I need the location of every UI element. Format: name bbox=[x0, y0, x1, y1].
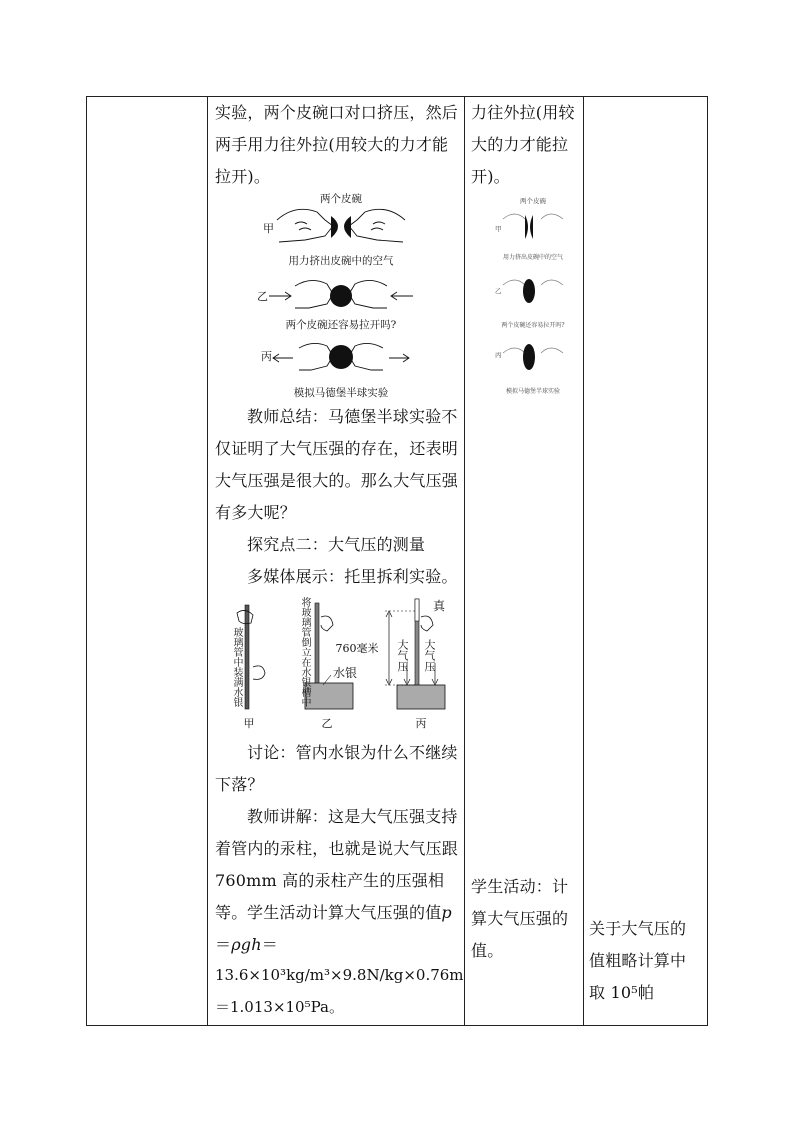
small-fig-jia: 甲 bbox=[495, 225, 502, 233]
yi-vertical-label: 将玻璃管倒立在水银槽中 bbox=[299, 597, 310, 707]
hand-yi bbox=[321, 616, 333, 631]
hemisphere-pair-pressed bbox=[330, 285, 352, 307]
height-label: 760毫米 bbox=[335, 642, 379, 655]
torricelli-label-bing: 丙 bbox=[415, 717, 427, 730]
formula-line-1: 13.6×10³kg/m³×9.8N/kg×0.76m bbox=[215, 966, 464, 984]
paragraph-student-calc: 学生活动计算大气压强的值p＝ρgh＝ bbox=[215, 903, 452, 954]
paragraph-experiment: 实验，两个皮碗口对口挤压，然后两手用力往外拉(用较大的力才能拉开)。 bbox=[215, 103, 459, 186]
notes-paragraph: 关于大气压的值粗略计算中取 10⁵帕 bbox=[589, 919, 687, 1002]
tube-jia bbox=[245, 605, 249, 709]
mercury-trough-yi bbox=[305, 683, 353, 709]
fig1-caption-2: 两个皮碗还容易拉开吗? bbox=[285, 319, 397, 331]
lesson-table bbox=[86, 96, 708, 1026]
fig1-caption-1: 用力挤出皮碗中的空气 bbox=[288, 255, 394, 267]
notes-column bbox=[584, 97, 709, 1025]
small-fig-cap1: 用力挤出皮碗中的空气 bbox=[502, 254, 564, 261]
paragraph-teacher-summary: 教师总结：马德堡半球实验不仅证明了大气压强的存在，还表明大气压强是很大的。那么大气压强有多大呢？ bbox=[215, 407, 459, 522]
mercury-label: 水银 bbox=[333, 666, 358, 680]
hemisphere-left bbox=[331, 216, 338, 238]
fig1-top-label: 两个皮碗 bbox=[320, 193, 362, 205]
small-fig-top: 两个皮碗 bbox=[520, 197, 546, 205]
small-fig-yi: 乙 bbox=[495, 287, 502, 295]
student-paragraph-1: 力往外拉(用较大的力才能拉开)。 bbox=[471, 103, 575, 186]
hands-row-jia bbox=[277, 209, 405, 242]
small-fig-cap3: 模拟马德堡半球实验 bbox=[505, 388, 561, 395]
fig1-row-jia: 甲 bbox=[263, 222, 274, 235]
atm-right-label: 大气压 bbox=[423, 639, 436, 672]
fig1-caption-3: 模拟马德堡半球实验 bbox=[293, 387, 389, 399]
paragraph-inquiry-point: 探究点二：大气压的测量 bbox=[247, 535, 426, 554]
hemisphere-right bbox=[344, 216, 351, 238]
magdeburg-figure-small bbox=[493, 193, 565, 403]
paragraph-multimedia: 多媒体展示：托里拆利实验。 bbox=[247, 567, 458, 586]
fig1-row-yi: 乙 bbox=[257, 290, 268, 303]
student-activity-column bbox=[465, 97, 583, 1025]
hand-bing bbox=[421, 616, 433, 631]
hemisphere-pair-pulled bbox=[329, 345, 353, 369]
atm-left-label: 大气压 bbox=[396, 639, 409, 672]
small-fig-cap2: 两个皮碗还容易拉开吗? bbox=[501, 322, 565, 329]
student-paragraph-2: 学生活动：计算大气压强的值。 bbox=[471, 877, 569, 960]
torricelli-label-jia: 甲 bbox=[243, 717, 255, 730]
small-fig-bing: 丙 bbox=[495, 351, 502, 359]
tube-yi bbox=[315, 603, 319, 695]
jia-vertical-label: 玻璃管中装满水银 bbox=[231, 627, 242, 707]
vacuum-label: 真 bbox=[433, 599, 446, 613]
teacher-activity-column bbox=[207, 97, 464, 1025]
formula-line-2: ＝1.013×10⁵Pa。 bbox=[215, 998, 344, 1016]
torricelli-figure bbox=[227, 597, 462, 735]
fig1-row-bing: 丙 bbox=[261, 350, 272, 363]
torricelli-label-yi: 乙 bbox=[321, 717, 333, 730]
vacuum-space bbox=[415, 599, 419, 621]
magdeburg-figure bbox=[255, 190, 427, 402]
paragraph-teacher-explain: 教师讲解：这是大气压强支持着管内的汞柱，也就是说大气压跟760mm 高的汞柱产生的压强相等。 bbox=[215, 807, 459, 922]
paragraph-discussion: 讨论：管内水银为什么不继续下落？ bbox=[215, 743, 458, 794]
mercury-trough-bing bbox=[397, 685, 445, 709]
